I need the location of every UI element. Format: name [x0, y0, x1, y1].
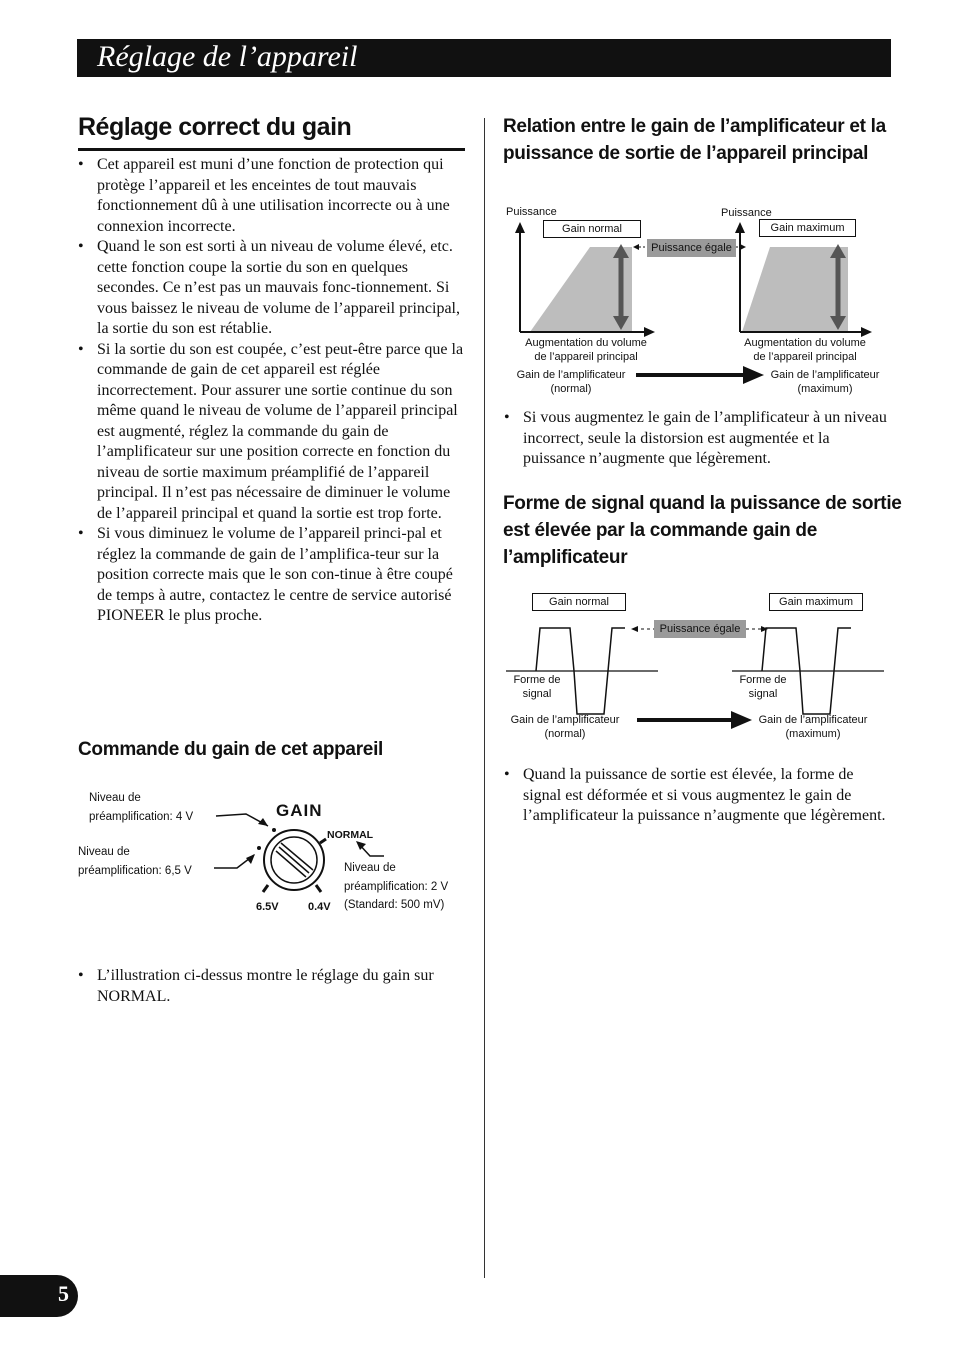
label-2v-line3: (Standard: 500 mV) [344, 899, 445, 911]
forme-left-line2: signal [522, 688, 552, 700]
forme-left-line1: Forme de [513, 674, 561, 686]
puissance-right-label: Puissance [721, 207, 772, 219]
gain-amp-right-line1: Gain de l’amplificateur [770, 369, 880, 381]
gain-knob-label: GAIN [276, 801, 323, 820]
gain-normal-box: Gain normal [543, 220, 641, 238]
puissance-egale-box: Puissance égale [647, 239, 736, 257]
page-number-tab [0, 1275, 78, 1317]
label-4v-line1: Niveau de [89, 792, 141, 804]
forme-right-line2: signal [748, 688, 778, 700]
list-item: • Cet appareil est muni d’une fonction de protection qui protège l’appareil et les enceintes de tout mauvais fonctionnement dû à une utilisation incorrecte ou à une connexion incorrecte. [78, 155, 468, 237]
subheading-relation: Relation entre le gain de l’amplificateur et la puissance de sortie de l’appareil principal [503, 116, 886, 164]
section-heading-gain: Réglage correct du gain [78, 113, 465, 151]
gain-normal-box-2: Gain normal [532, 593, 626, 611]
xlabel-left-line1: Augmentation du volume [525, 337, 647, 349]
xlabel-right-line1: Augmentation du volume [744, 337, 866, 349]
signal-bullet-list [504, 765, 889, 827]
gain-amp-right-2-line2: (maximum) [785, 728, 841, 740]
gain-amp-left-line1: Gain de l’amplificateur [516, 369, 626, 381]
xlabel-left-line2: de l’appareil principal [534, 351, 638, 363]
list-item: • L’illustration ci-dessus montre le réglage du gain sur NORMAL. [78, 966, 468, 1007]
gain-maximum-box-2: Gain maximum [769, 593, 863, 611]
gain-amp-left-2-line2: (normal) [544, 728, 586, 740]
normal-knob-label: NORMAL [327, 829, 374, 841]
label-2v-line2: préamplification: 2 V [344, 881, 449, 893]
list-item: • Si la sortie du son est coupée, c’est peut-être parce que la commande de gain de cet appareil est réglée incorrectement. Pour assurer une sortie continue du son même quand le niveau de volume de l’appareil principal est augmenté, réglez la commande du gain de l’amplificateur sur une position correcte en fonction du niveau de sortie maximum préamplifié de l’appareil principal. Il n’est pas nécessaire de diminuer le volume de l’appareil principal et quand la sortie est trop forte. [78, 340, 468, 525]
low-knob-label: 6.5V [256, 901, 279, 913]
list-item: • Si vous augmentez le gain de l’amplificateur à un niveau incorrect, seule la distorsion est augmentée et la puissance n’augmente que légèrement. [504, 408, 889, 470]
list-item: • Si vous diminuez le volume de l’appareil princi-pal et réglez la commande de gain de l’amplifica-teur sur la position correcte mais que le son con-tinue à être coupé de temps à autre, contactez le centre de service autorisé PIONEER le plus proche. [78, 524, 468, 627]
label-4v-line2: préamplification: 4 V [89, 811, 194, 823]
list-item: • Quand la puissance de sortie est élevée, la forme de signal est déformée et si vous augmentez le gain de l’amplificateur la puissance n’augmente que légèrement. [504, 765, 889, 827]
gain-maximum-box: Gain maximum [759, 219, 856, 237]
gain-amp-left-line2: (normal) [550, 383, 592, 395]
subheading-gain-control: Commande du gain de cet appareil [78, 739, 384, 760]
gain-amp-left-2-line1: Gain de l’amplificateur [510, 714, 620, 726]
label-2v-line1: Niveau de [344, 862, 396, 874]
puissance-egale-box-2: Puissance égale [654, 620, 746, 638]
gain-amp-right-2-line1: Gain de l’amplificateur [758, 714, 868, 726]
xlabel-right-line2: de l’appareil principal [753, 351, 857, 363]
list-item: • Quand le son est sorti à un niveau de volume élevé, etc. cette fonction coupe la sortie du son en quelques secondes. Ce n’est pas un mauvais fonc-tionnement. Si vous baissez le niveau de volume de l’appareil principal, la sortie du son est rétablie. [78, 237, 468, 340]
gain-amp-right-line2: (maximum) [797, 383, 853, 395]
subheading-signal-form: Forme de signal quand la puissance de sortie est élevée par la commande gain de l’amplificateur [503, 493, 902, 568]
page-title: Réglage de l’appareil [97, 40, 358, 73]
label-65v-line2: préamplification: 6,5 V [78, 865, 192, 877]
puissance-left-label: Puissance [506, 206, 557, 218]
high-knob-label: 0.4V [308, 901, 331, 913]
forme-right-line1: Forme de [739, 674, 787, 686]
label-65v-line1: Niveau de [78, 846, 130, 858]
page-number: 5 [58, 1281, 69, 1306]
